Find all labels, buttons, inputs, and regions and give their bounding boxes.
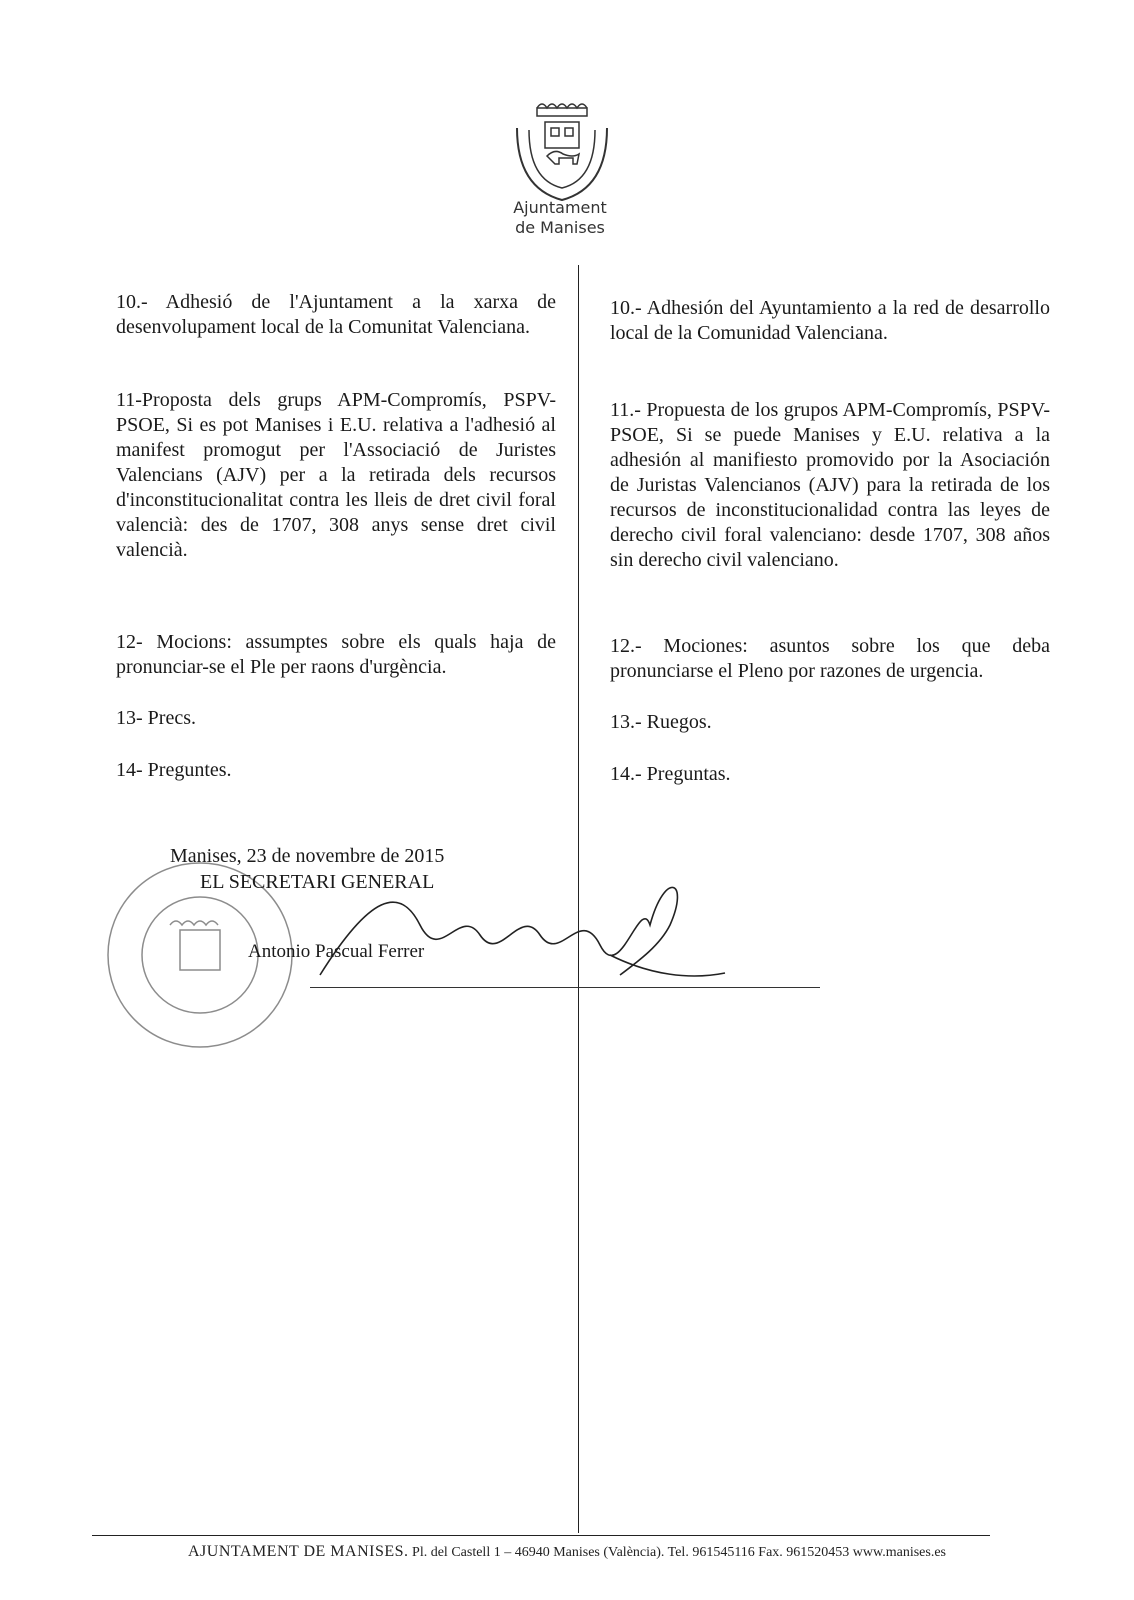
signatory-name: Antonio Pascual Ferrer — [248, 941, 425, 962]
right-item-13: 13.- Ruegos. — [610, 711, 712, 733]
municipal-crest-icon — [507, 88, 617, 206]
signature-title: EL SECRETARI GENERAL — [200, 871, 435, 893]
right-item-12: 12.- Mociones: asuntos sobre los que deba pronunciarse el Pleno por razones de urgencia. — [610, 635, 1050, 682]
footer-rule — [92, 1535, 990, 1536]
left-item-10: 10.- Adhesió de l'Ajuntament a la xarxa de desenvolupament local de la Comunitat Valenciana. — [116, 291, 556, 338]
right-item-10: 10.- Adhesión del Ayuntamiento a la red de desarrollo local de la Comunidad Valenciana. — [610, 297, 1050, 344]
left-item-13: 13- Precs. — [116, 707, 196, 729]
footer — [0, 1543, 1134, 1561]
right-item-14: 14.- Preguntas. — [610, 763, 731, 785]
left-item-12: 12- Mocions: assumptes sobre els quals haja de pronunciar-se el Ple per raons d'urgència. — [116, 631, 556, 678]
signature-date: Manises, 23 de novembre de 2015 — [170, 845, 445, 867]
footer-org: AJUNTAMENT DE MANISES. — [188, 1543, 409, 1560]
signature-line — [310, 987, 820, 988]
left-item-11: 11-Proposta dels grups APM-Compromís, PSPV-PSOE, Si es pot Manises i E.U. relativa a l'adhesió al manifest promogut per l'Associació de Juristes Valencians (AJV) per a la retirada dels recursos d'inconstitucionalitat contra les lleis de dret civil foral valencià: des de 1707, 308 anys sense dret civil valencià. — [116, 389, 556, 561]
left-item-14: 14- Preguntes. — [116, 759, 232, 781]
org-name-line2: de Manises — [515, 218, 605, 237]
right-item-11: 11.- Propuesta de los grupos APM-Compromís, PSPV-PSOE, Si se puede Manises y E.U. relativa a la adhesión al manifiesto promovido por la Asociación de Juristas Valencianos (AJV) para la retirada de los recursos de inconstitucionalidad contra las leyes de derecho civil foral valenciano: desde 1707, 308 años sin derecho civil valenciano. — [610, 399, 1050, 571]
footer-address: Pl. del Castell 1 – 46940 Manises (València). Tel. 961545116 Fax. 961520453 www.manises.es — [408, 1545, 946, 1560]
org-name-line1: Ajuntament — [513, 198, 607, 217]
signature-block — [100, 845, 720, 1045]
